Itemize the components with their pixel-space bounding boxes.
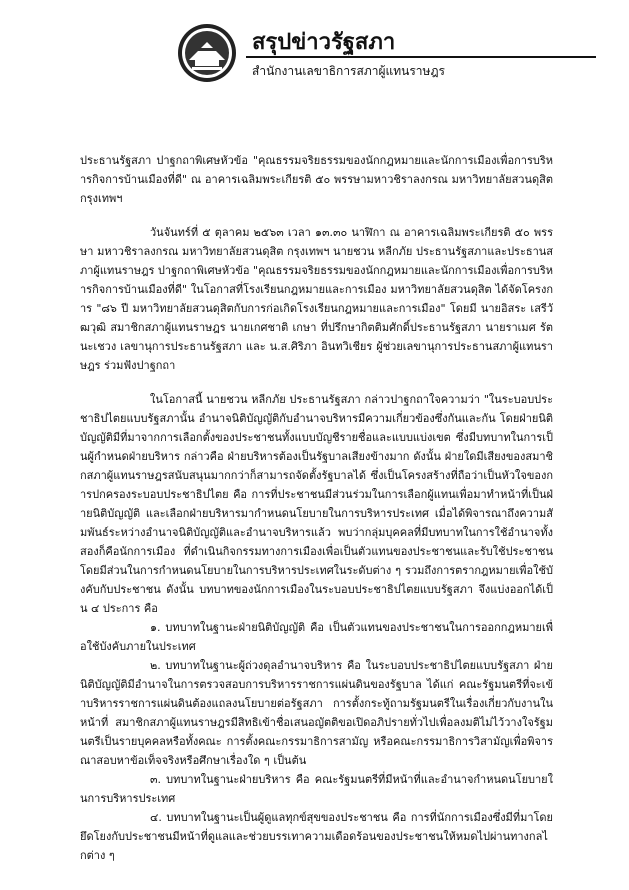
body-paragraph: วันจันทร์ที่ ๕ ตุลาคม ๒๕๖๓ เวลา ๑๓.๓๐ นาฬิกา ณ อาคารเฉลิมพระเกียรติ ๕๐ พรรษา มหาวชิราลงกรณ มหาวิทยาลัยสวนดุสิต กรุงเทพฯ นายชวน หลีกภัย ประธานรัฐสภาและประธานสภาผู้แทนราษฎร ปาฐกถาพิเศษหัวข้อ "คุณธรรมจริยธรรมของนักกฎหมายและนักการเมืองเพื่อการบริหารกิจการบ้านเมืองที่ดี" ในโอกาสที่โรงเรียนกฎหมายและการเมือง มหาวิทยาลัยสวนดุสิต ได้จัดโครงการ "๘๖ ปี มหาวิทยาลัยสวนดุสิตกับการก่อเกิดโรงเรียนกฎหมายและการเมือง" โดยมี นายอิสระ เสรีวัฒวุฒิ สมาชิกสภาผู้แทนราษฎร นายเกศชาติ เกษา ที่ปรึกษากิตติมศักดิ์ประธานรัฐสภา นายราเมศ รัตนะเชวง เลขานุการประธานรัฐสภา และ น.ส.ศิริภา อินทวิเชียร ผู้ช่วยเลขานุการประธานสภาผู้แทนราษฎร ร่วมฟังปาฐกถา (80, 226, 553, 372)
news-body (80, 151, 553, 865)
body-paragraph: ในโอกาสนี้ นายชวน หลีกภัย ประธานรัฐสภา กล่าวปาฐกถาใจความว่า "ในระบอบประชาธิปไตยแบบรัฐสภานั้น อำนาจนิติบัญญัติกับอำนาจบริหารมีความเกี่ยวข้องซึ่งกันและกัน โดยฝ่ายนิติบัญญัติมีที่มาจากการเลือกตั้งของประชาชนทั้งแบบบัญชีรายชื่อและแบบแบ่งเขต ซึ่งมีบทบาทในการเป็นผู้กำหนดฝ่ายบริหาร กล่าวคือ ฝ่ายบริหารต้องเป็นรัฐบาลเสียงข้างมาก ดังนั้น ฝ่ายใดมีเสียงของสมาชิกสภาผู้แทนราษฎรสนับสนุนมากกว่าก็สามารถจัดตั้งรัฐบาลได้ ซึ่งเป็นโครงสร้างที่ถือว่าเป็นหัวใจของการปกครองระบอบประชาธิปไตย คือ การที่ประชาชนมีส่วนร่วมในการเลือกผู้แทนเพื่อมาทำหน้าที่เป็นฝ่ายนิติบัญญัติ และเลือกฝ่ายบริหารมากำหนดนโยบายในการบริหารประเทศ เมื่อได้พิจารณาถึงความสัมพันธ์ระหว่างอำนาจนิติบัญญัติและอำนาจบริหารแล้ว พบว่ากลุ่มบุคคลที่มีบทบาทในการใช้อำนาจทั้งสองก็คือนักการเมือง ที่ดำเนินกิจกรรมทางการเมืองเพื่อเป็นตัวแทนของประชาชนและรับใช้ประชาชน โดยมีส่วนในการกำหนดนโยบายในการบริหารประเทศในระดับต่าง ๆ รวมถึงการตรากฎหมายเพื่อใช้บังคับกับประชาชน ดังนั้น บทบาทของนักการเมืองในระบอบประชาธิปไตยแบบรัฐสภา จึงแบ่งออกได้เป็น ๔ ประการ คือ (80, 393, 553, 615)
role-item-1: ๑. บทบาทในฐานะฝ่ายนิติบัญญัติ คือ เป็นตัวแทนของประชาชนในการออกกฎหมายเพื่อใช้บังคับภายในประเทศ (80, 621, 553, 653)
role-item-3: ๓. บทบาทในฐานะฝ่ายบริหาร คือ คณะรัฐมนตรีที่มีหน้าที่และอำนาจกำหนดนโยบายในการบริหารประเทศ (80, 773, 553, 805)
header-title: สรุปข่าวรัฐสภา (252, 30, 396, 55)
role-item-4: ๔. บทบาทในฐานะเป็นผู้ดูแลทุกข์สุขของประชาชน คือ การที่นักการเมืองซึ่งมีที่มาโดยยึดโยงกับประชาชนมีหน้าที่ดูแลและช่วยบรรเทาความเดือดร้อนของประชาชนให้หมดไปผ่านทางกลไกต่าง ๆ (80, 811, 553, 862)
page-header (176, 22, 596, 82)
parliament-emblem-icon (176, 22, 238, 84)
headline-paragraph: ประธานรัฐสภา ปาฐกถาพิเศษหัวข้อ "คุณธรรมจริยธรรมของนักกฎหมายและนักการเมืองเพื่อการบริหารกิจการบ้านเมืองที่ดี" ณ อาคารเฉลิมพระเกียรติ ๕๐ พรรษามหาวชิราลงกรณ มหาวิทยาลัยสวนดุสิต กรุงเทพฯ (80, 154, 553, 205)
role-item-2: ๒. บทบาทในฐานะผู้ถ่วงดุลอำนาจบริหาร คือ ในระบอบประชาธิปไตยแบบรัฐสภา ฝ่ายนิติบัญญัติมีอำนาจในการตรวจสอบการบริหารราชการแผ่นดินของรัฐบาล ได้แก่ คณะรัฐมนตรีที่จะเข้าบริหารราชการแผ่นดินต้องแถลงนโยบายต่อรัฐสภา การตั้งกระทู้ถามรัฐมนตรีในเรื่องเกี่ยวกับงานในหน้าที่ สมาชิกสภาผู้แทนราษฎรมีสิทธิเข้าชื่อเสนอญัตติขอเปิดอภิปรายทั่วไปเพื่อลงมติไม่ไว้วางใจรัฐมนตรีเป็นรายบุคคลหรือทั้งคณะ การตั้งคณะกรรมาธิการสามัญ หรือคณะกรรมาธิการวิสามัญเพื่อพิจารณาสอบหาข้อเท็จจริงหรือศึกษาเรื่องใด ๆ เป็นต้น (80, 659, 553, 767)
header-subtitle: สำนักงานเลขาธิการสภาผู้แทนราษฎร (252, 64, 445, 78)
header-divider (246, 56, 596, 58)
